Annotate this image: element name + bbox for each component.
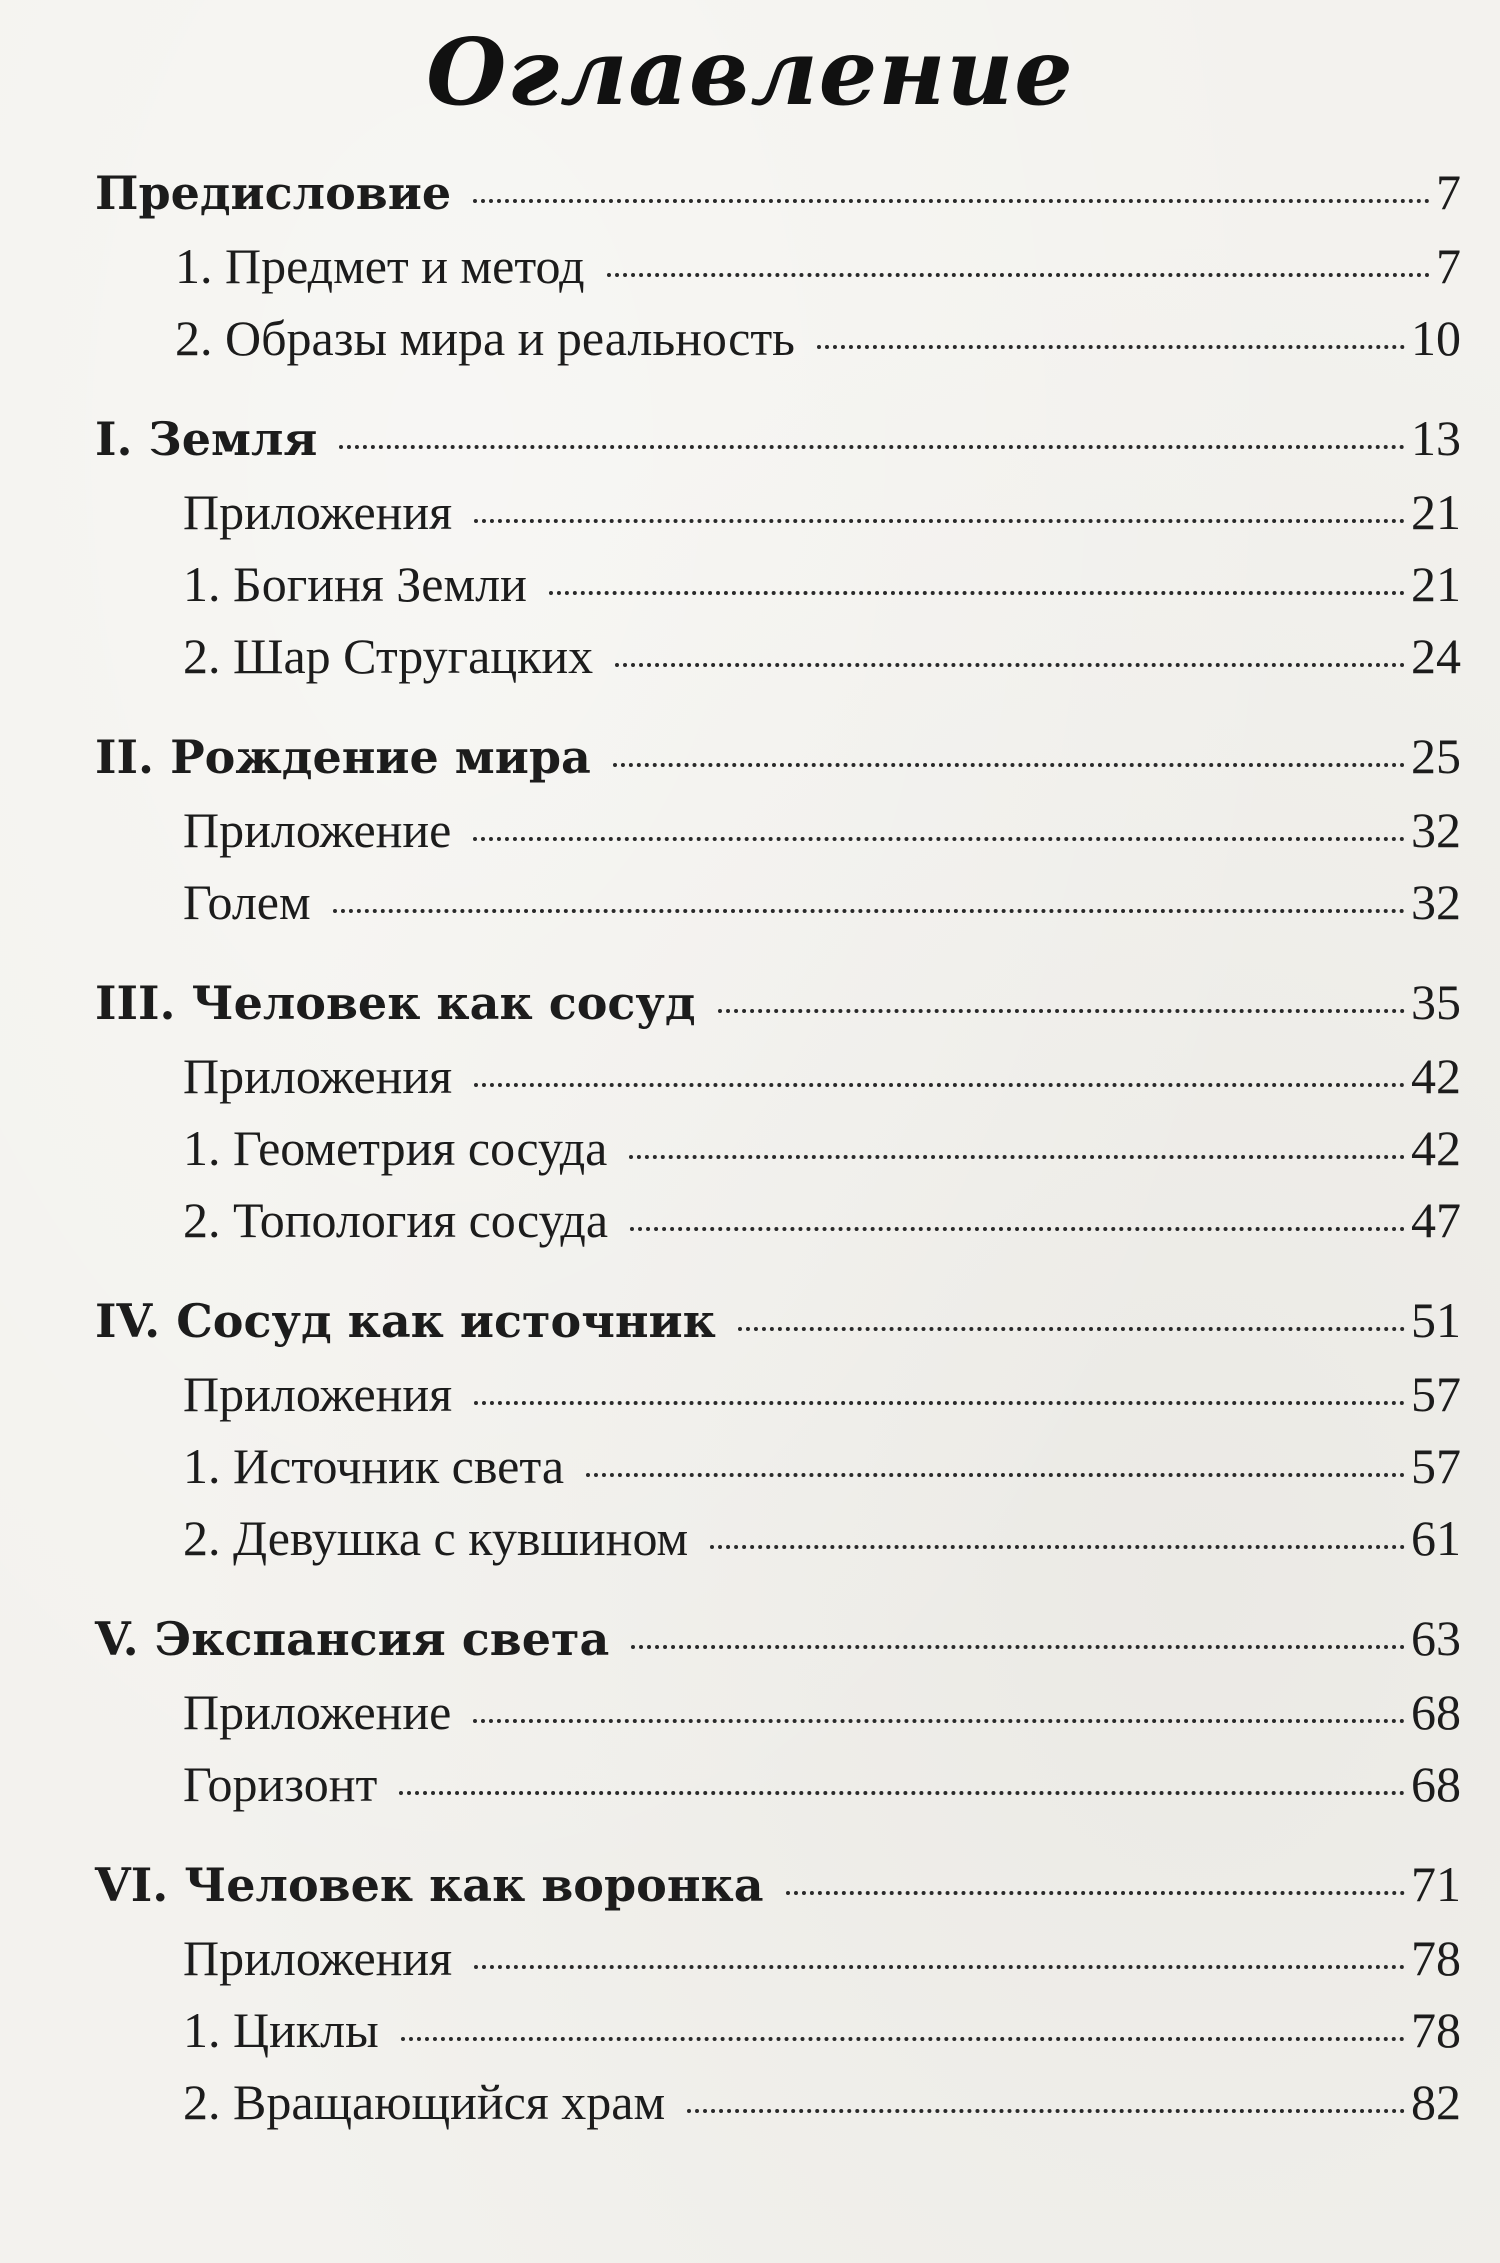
dot-leader [339, 445, 1405, 449]
toc-page-number: 25 [1411, 728, 1461, 784]
toc-page-number: 21 [1411, 484, 1461, 540]
dot-leader [473, 837, 1405, 841]
table-of-contents [95, 163, 1461, 2145]
toc-entry-label: Предисловие [95, 166, 452, 220]
toc-page-number: 47 [1411, 1192, 1461, 1248]
dot-leader [615, 663, 1405, 667]
toc-chapter[interactable] [95, 727, 1461, 801]
dot-leader [474, 1965, 1405, 1969]
toc-page-number: 51 [1411, 1292, 1461, 1348]
toc-subentry[interactable] [95, 1929, 1461, 2001]
toc-entry-label: I. Земля [95, 412, 318, 466]
toc-page-number: 71 [1411, 1856, 1461, 1912]
dot-leader [613, 763, 1405, 767]
toc-subentry[interactable] [95, 2073, 1461, 2145]
toc-page-number: 61 [1411, 1510, 1461, 1566]
dot-leader [473, 1719, 1405, 1723]
section-gap [95, 699, 1461, 727]
dot-leader [474, 1401, 1405, 1405]
toc-subentry[interactable] [95, 873, 1461, 945]
toc-page-number: 68 [1411, 1756, 1461, 1812]
toc-page-number: 63 [1411, 1610, 1461, 1666]
toc-entry-label: Горизонт [183, 1756, 378, 1812]
dot-leader [474, 1083, 1405, 1087]
toc-entry-label: 2. Шар Стругацких [183, 628, 594, 684]
dot-leader [473, 199, 1430, 203]
dot-leader [549, 591, 1405, 595]
dot-leader [401, 2037, 1405, 2041]
dot-leader [474, 519, 1405, 523]
toc-chapter[interactable] [95, 163, 1461, 237]
toc-subentry[interactable] [95, 1437, 1461, 1509]
toc-entry-label: 2. Образы мира и реальность [175, 310, 795, 366]
toc-subentry[interactable] [95, 1191, 1461, 1263]
toc-page-number: 7 [1436, 164, 1461, 220]
toc-subentry[interactable] [95, 1509, 1461, 1581]
toc-chapter[interactable] [95, 973, 1461, 1047]
section-gap [95, 381, 1461, 409]
toc-page-number: 57 [1411, 1438, 1461, 1494]
dot-leader [399, 1791, 1405, 1795]
toc-page-number: 42 [1411, 1120, 1461, 1176]
toc-entry-label: Приложения [183, 1930, 453, 1986]
toc-page-number: 68 [1411, 1684, 1461, 1740]
toc-subentry[interactable] [95, 1755, 1461, 1827]
toc-entry-label: Приложение [183, 1684, 452, 1740]
toc-subentry[interactable] [95, 309, 1461, 381]
toc-entry-label: 2. Вращающийся храм [183, 2074, 666, 2130]
dot-leader [718, 1009, 1406, 1013]
toc-page-number: 21 [1411, 556, 1461, 612]
toc-page-number: 32 [1411, 874, 1461, 930]
dot-leader [786, 1891, 1405, 1895]
section-gap [95, 945, 1461, 973]
toc-page-number: 78 [1411, 2002, 1461, 2058]
toc-entry-label: II. Рождение мира [95, 730, 591, 784]
toc-subentry[interactable] [95, 1119, 1461, 1191]
toc-entry-label: VI. Человек как воронка [95, 1858, 764, 1912]
toc-entry-label: 2. Девушка с кувшином [183, 1510, 689, 1566]
dot-leader [586, 1473, 1405, 1477]
page-title: Оглавление [426, 18, 1074, 126]
toc-entry-label: 1. Источник света [183, 1438, 565, 1494]
toc-subentry[interactable] [95, 1365, 1461, 1437]
toc-entry-label: Голем [183, 874, 311, 930]
toc-subentry[interactable] [95, 1047, 1461, 1119]
toc-page-number: 13 [1411, 410, 1461, 466]
toc-entry-label: III. Человек как сосуд [95, 976, 696, 1030]
toc-entry-label: Приложения [183, 484, 453, 540]
toc-subentry[interactable] [95, 627, 1461, 699]
toc-subentry[interactable] [95, 1683, 1461, 1755]
toc-subentry[interactable] [95, 483, 1461, 555]
section-gap [95, 1581, 1461, 1609]
toc-entry-label: Приложения [183, 1366, 453, 1422]
toc-subentry[interactable] [95, 2001, 1461, 2073]
dot-leader [629, 1155, 1405, 1159]
toc-entry-label: 1. Предмет и метод [175, 238, 585, 294]
section-gap [95, 1263, 1461, 1291]
toc-page-number: 32 [1411, 802, 1461, 858]
toc-entry-label: 2. Топология сосуда [183, 1192, 609, 1248]
toc-page-number: 78 [1411, 1930, 1461, 1986]
toc-entry-label: 1. Богиня Земли [183, 556, 527, 612]
toc-entry-label: Приложение [183, 802, 452, 858]
section-gap [95, 1827, 1461, 1855]
toc-entry-label: V. Экспансия света [95, 1612, 610, 1666]
toc-page-number: 7 [1436, 238, 1461, 294]
dot-leader [630, 1227, 1405, 1231]
toc-page-number: 42 [1411, 1048, 1461, 1104]
toc-entry-label: 1. Циклы [183, 2002, 379, 2058]
toc-entry-label: Приложения [183, 1048, 453, 1104]
toc-chapter[interactable] [95, 409, 1461, 483]
toc-subentry[interactable] [95, 801, 1461, 873]
toc-page-number: 82 [1411, 2074, 1461, 2130]
dot-leader [687, 2109, 1405, 2113]
dot-leader [710, 1545, 1405, 1549]
toc-page-number: 57 [1411, 1366, 1461, 1422]
dot-leader [333, 909, 1405, 913]
toc-page-number: 10 [1411, 310, 1461, 366]
toc-chapter[interactable] [95, 1609, 1461, 1683]
toc-subentry[interactable] [95, 237, 1461, 309]
dot-leader [607, 273, 1430, 277]
toc-chapter[interactable] [95, 1855, 1461, 1929]
toc-entry-label: 1. Геометрия сосуда [183, 1120, 608, 1176]
dot-leader [738, 1327, 1405, 1331]
dot-leader [817, 345, 1405, 349]
toc-page-number: 24 [1411, 628, 1461, 684]
toc-subentry[interactable] [95, 555, 1461, 627]
toc-page-number: 35 [1411, 974, 1461, 1030]
toc-chapter[interactable] [95, 1291, 1461, 1365]
dot-leader [631, 1645, 1405, 1649]
toc-entry-label: IV. Сосуд как источник [95, 1294, 716, 1348]
